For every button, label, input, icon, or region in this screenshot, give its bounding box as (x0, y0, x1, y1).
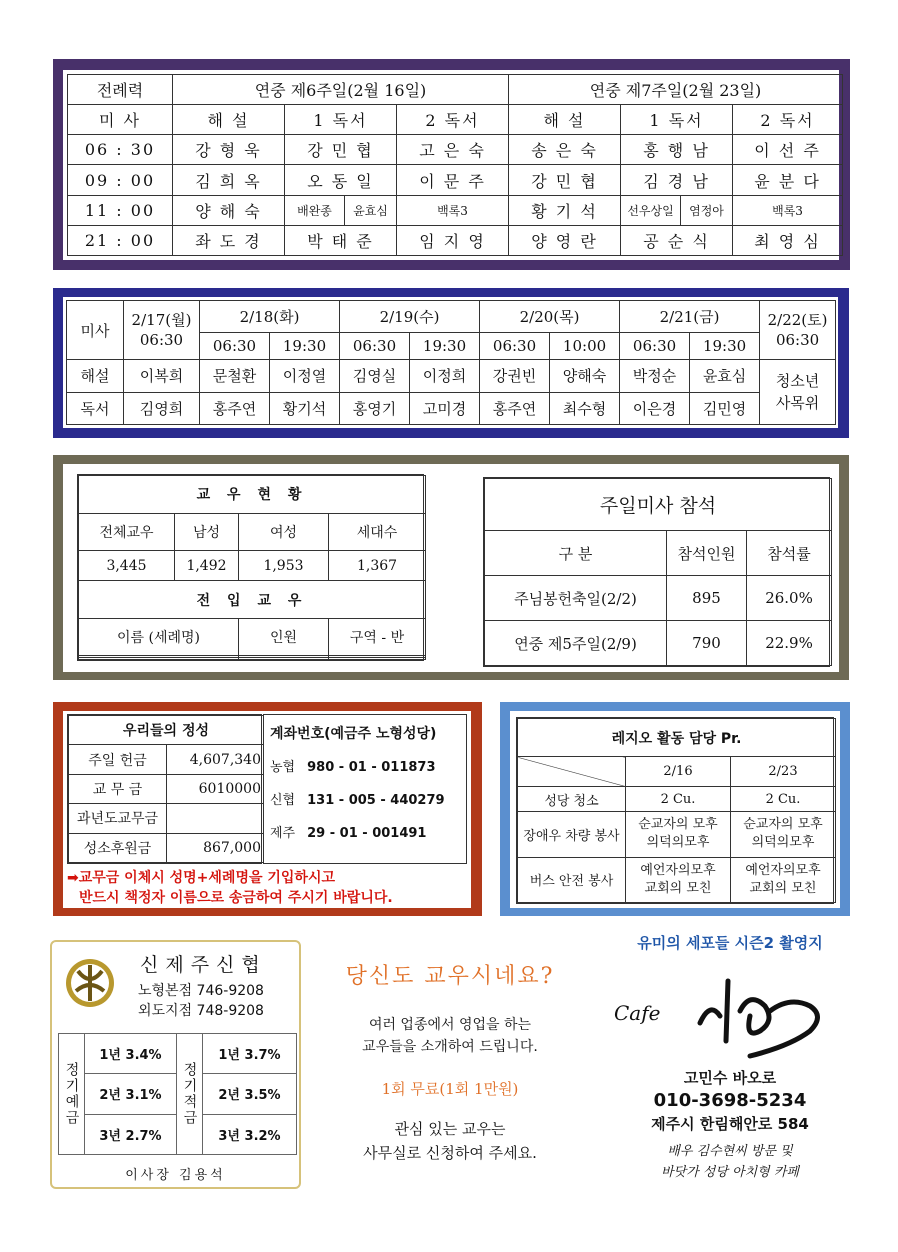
rates-table-box (58, 1033, 296, 1155)
time-label: 06:30 (775, 331, 820, 350)
rate: 3.5% (244, 1088, 281, 1104)
w2-reading1: 공 순 식 (621, 225, 733, 255)
day-tue: 2/18(화) (200, 301, 340, 333)
table-row (68, 165, 843, 195)
ad-body (315, 1014, 585, 1058)
reading-name: 김영희 (124, 392, 200, 424)
rate-cell (85, 1034, 177, 1074)
term: 3년 (99, 1128, 121, 1144)
commentary-name: 윤효심 (690, 360, 760, 392)
week1-title: 연중 제6주일(2월 16일) (173, 75, 509, 105)
reading-name: 고미경 (410, 392, 480, 424)
reading-name: 이은경 (620, 392, 690, 424)
attendance-name: 주님봉헌축일(2/2) (485, 576, 667, 621)
bank-name: 제주 (270, 826, 296, 841)
mass-label: 미사 (67, 301, 124, 360)
time-label: 19:30 (410, 332, 480, 359)
commentary-name: 문철환 (200, 360, 270, 392)
attendance-rate: 26.0% (747, 576, 832, 621)
cafe-note: 배우 김수현씨 방문 및 (667, 1144, 793, 1159)
notice-line: ➡교무금 이체시 성명+세례명을 기입하시고 (67, 870, 335, 886)
table-row (68, 225, 843, 255)
cafe-owner: 고민수 바오로 (683, 1069, 777, 1087)
rate: 3.7% (244, 1048, 281, 1064)
day-mon (124, 301, 200, 360)
deposit-label: 정기예금 (59, 1034, 85, 1155)
week2-title: 연중 제7주일(2월 23일) (509, 75, 843, 105)
table-row (485, 621, 832, 666)
reading-name: 최수형 (550, 392, 620, 424)
weekday-roles-table (66, 300, 836, 425)
stats-panel (53, 455, 849, 680)
attendance-title: 주일미사 참석 (485, 479, 832, 531)
male-header: 남성 (175, 513, 239, 551)
cafe-note: 바닷가 성당 아치형 카페 (661, 1165, 799, 1180)
offering-label: 교 무 금 (69, 774, 167, 803)
branch-main: 노형본점 746-9208 (138, 983, 264, 999)
offering-panel (53, 702, 482, 916)
legio-assignee: 예언자의모후 교회의 모친 (731, 857, 836, 903)
rate-cell (203, 1114, 297, 1154)
mass-label: 미 사 (68, 105, 173, 135)
account-number: 980 - 01 - 011873 (307, 760, 436, 775)
term: 2년 (99, 1088, 121, 1104)
reading-name: 홍주연 (480, 392, 550, 424)
attendance-table-box (483, 477, 830, 667)
cafe-ad (600, 932, 860, 1202)
time-label: 19:30 (690, 332, 760, 359)
sunday-roles-table (67, 74, 843, 256)
w1-reading2-header: 2 독서 (397, 105, 509, 135)
legio-task: 성당 청소 (518, 787, 626, 812)
legio-assignee: 예언자의모후 교회의 모친 (626, 857, 731, 903)
w2-commentary: 강 민 협 (509, 165, 621, 195)
legio-task: 장애우 차량 봉사 (518, 812, 626, 858)
w1-reading2: 임 지 영 (397, 225, 509, 255)
offering-value: 4,607,340 (167, 745, 264, 774)
ad-line: 관심 있는 교우는 (394, 1120, 506, 1138)
offering-label: 과년도교무금 (69, 804, 167, 833)
rate-cell (85, 1074, 177, 1114)
liturgy-label: 전례력 (68, 75, 173, 105)
table-row (518, 787, 836, 812)
commentary-name: 양해숙 (550, 360, 620, 392)
w1-commentary: 강 형 욱 (173, 135, 285, 165)
w2-reading2: 최 영 심 (733, 225, 843, 255)
members-table-box (77, 474, 424, 661)
attendance-table (484, 478, 832, 666)
parishioner-business-ad (315, 955, 585, 1185)
legio-assignee: 2 Cu. (626, 787, 731, 812)
term: 1년 (218, 1048, 240, 1064)
rate: 3.4% (125, 1048, 162, 1064)
day-fri: 2/21(금) (620, 301, 760, 333)
category-header: 구 분 (485, 531, 667, 576)
offering-value (167, 804, 264, 833)
table-row (79, 658, 426, 660)
attendance-count: 895 (667, 576, 747, 621)
ad-line: 교우들을 소개하여 드립니다. (362, 1039, 538, 1055)
w1-commentary: 김 희 옥 (173, 165, 285, 195)
new-count-header: 인원 (239, 618, 329, 656)
time-label: 06:30 (200, 332, 270, 359)
table-row (68, 195, 843, 225)
table-row (68, 135, 843, 165)
legio-title: 레지오 활동 담당 Pr. (518, 719, 836, 757)
legio-date: 2/16 (626, 757, 731, 787)
attendance-count: 790 (667, 621, 747, 666)
date-label: 2/22(토) (767, 311, 828, 330)
account-number: 29 - 01 - 001491 (307, 826, 427, 841)
attendance-name: 연중 제5주일(2/9) (485, 621, 667, 666)
commentary-name: 이정희 (410, 360, 480, 392)
cafe-address: 제주시 한림해안로 584 (651, 1115, 809, 1133)
table-row (67, 360, 836, 392)
legio-assignee: 순교자의 모후 의덕의모후 (626, 812, 731, 858)
term: 1년 (99, 1048, 121, 1064)
rate-cell (203, 1034, 297, 1074)
account-number: 131 - 005 - 440279 (307, 793, 445, 808)
sunday-roles-panel (53, 59, 850, 270)
members-table (78, 475, 426, 660)
offering-label: 성소후원금 (69, 833, 167, 862)
rate-header: 참석률 (747, 531, 832, 576)
w2-reading2-header: 2 독서 (733, 105, 843, 135)
w1-commentary: 좌 도 경 (173, 225, 285, 255)
w1-reading2: 이 문 주 (397, 165, 509, 195)
reading-name: 홍영기 (340, 392, 410, 424)
w1-reading2: 백록3 (397, 195, 509, 225)
time-label: 06:30 (340, 332, 410, 359)
w1-reading1: 오 동 일 (285, 165, 397, 195)
commentary-name: 박정순 (620, 360, 690, 392)
w2-reading1: 홍 행 남 (621, 135, 733, 165)
day-thu: 2/20(목) (480, 301, 620, 333)
account-row (270, 789, 460, 808)
rate-cell (85, 1114, 177, 1154)
ad-body (315, 1117, 585, 1165)
new-members-title: 전 입 교 우 (79, 581, 426, 619)
w2-commentary: 황 기 석 (509, 195, 621, 225)
time-label: 19:30 (270, 332, 340, 359)
total-header: 전체교우 (79, 513, 175, 551)
time-label: 06:30 (480, 332, 550, 359)
commentary-name: 김영실 (340, 360, 410, 392)
legio-date: 2/23 (731, 757, 836, 787)
ad-line: 여러 업종에서 영업을 하는 (368, 1017, 532, 1033)
table-row (69, 804, 264, 833)
w1-reading2: 고 은 숙 (397, 135, 509, 165)
w1-reading1a: 배완종 (285, 195, 345, 225)
reading-name: 김민영 (690, 392, 760, 424)
table-row (69, 745, 264, 774)
branch-oedo: 외도지점 748-9208 (138, 1003, 264, 1019)
w2-reading1-header: 1 독서 (621, 105, 733, 135)
cafe-logo-icon (690, 961, 840, 1061)
commentary-name: 강권빈 (480, 360, 550, 392)
offering-table (68, 715, 264, 863)
table-row (67, 392, 836, 424)
day-wed: 2/19(수) (340, 301, 480, 333)
date-label: 2/17(월) (131, 311, 192, 330)
table-row (485, 576, 832, 621)
ad-line: 사무실로 신청하여 주세요. (363, 1144, 537, 1162)
table-row (69, 774, 264, 803)
mass-time: 11 : 00 (68, 195, 173, 225)
day-sat (760, 301, 836, 360)
offering-value: 867,000 (167, 833, 264, 862)
legio-assignee: 2 Cu. (731, 787, 836, 812)
w2-reading2: 윤 분 다 (733, 165, 843, 195)
diagonal-cell (518, 757, 626, 787)
households-value: 1,367 (329, 551, 426, 581)
rate: 2.7% (125, 1128, 162, 1144)
table-row (518, 812, 836, 858)
empty-cell (79, 658, 239, 660)
legio-assignee: 순교자의 모후 의덕의모후 (731, 812, 836, 858)
time-label: 06:30 (139, 331, 184, 350)
female-value: 1,953 (239, 551, 329, 581)
households-header: 세대수 (329, 513, 426, 551)
rate: 3.1% (125, 1088, 162, 1104)
credit-union-ad (50, 940, 301, 1189)
bank-accounts (263, 714, 467, 864)
w1-reading1: 박 태 준 (285, 225, 397, 255)
w2-commentary-header: 해 설 (509, 105, 621, 135)
cafe-phone: 010-3698-5234 (653, 1090, 807, 1111)
offering-table-box (67, 714, 262, 864)
cafe-logo-text: Cafe (614, 1001, 661, 1025)
youth-ministry: 청소년 사목위 (760, 360, 836, 425)
female-header: 여성 (239, 513, 329, 551)
weekday-roles-panel (53, 288, 849, 438)
legio-table (517, 718, 836, 903)
account-row (270, 822, 460, 841)
table-row (518, 857, 836, 903)
w1-commentary-header: 해 설 (173, 105, 285, 135)
time-label: 10:00 (550, 332, 620, 359)
rate-cell (203, 1074, 297, 1114)
account-row (270, 756, 460, 775)
empty-cell (239, 658, 329, 660)
mass-time: 21 : 00 (68, 225, 173, 255)
ad-title: 당신도 교우시네요? (345, 964, 555, 989)
bank-name: 농협 (270, 760, 296, 775)
male-value: 1,492 (175, 551, 239, 581)
mass-time: 06 : 30 (68, 135, 173, 165)
commentary-label: 해설 (67, 360, 124, 392)
reading-name: 황기석 (270, 392, 340, 424)
w1-reading1b: 윤효심 (345, 195, 397, 225)
savings-label: 정기적금 (177, 1034, 203, 1155)
reading-name: 홍주연 (200, 392, 270, 424)
transfer-notice (67, 868, 471, 908)
w2-reading1a: 선우상일 (621, 195, 681, 225)
rate: 3.2% (244, 1128, 281, 1144)
term: 3년 (218, 1128, 240, 1144)
credit-union-ceo: 이사장 김용석 (125, 1168, 226, 1183)
total-value: 3,445 (79, 551, 175, 581)
commentary-name: 이정열 (270, 360, 340, 392)
mass-time: 09 : 00 (68, 165, 173, 195)
w1-commentary: 양 해 숙 (173, 195, 285, 225)
w2-reading2: 백록3 (733, 195, 843, 225)
table-row (59, 1034, 297, 1074)
members-title: 교 우 현 황 (79, 476, 426, 514)
notice-line: 반드시 책정자 이름으로 송금하여 주시기 바랍니다. (79, 890, 393, 906)
bank-title: 계좌번호(예금주 노형성당) (270, 726, 437, 742)
ad-price: 1회 무료(1회 1만원) (381, 1080, 519, 1098)
offering-title: 우리들의 정성 (69, 716, 264, 745)
term: 2년 (218, 1088, 240, 1104)
table-row (69, 833, 264, 862)
attendance-rate: 22.9% (747, 621, 832, 666)
reading-label: 독서 (67, 392, 124, 424)
bank-name: 신협 (270, 793, 296, 808)
count-header: 참석인원 (667, 531, 747, 576)
w2-reading1: 김 경 남 (621, 165, 733, 195)
time-label: 06:30 (620, 332, 690, 359)
empty-cell (329, 658, 426, 660)
legio-panel (500, 702, 850, 916)
legio-task: 버스 안전 봉사 (518, 857, 626, 903)
credit-union-logo-icon (64, 957, 116, 1009)
offering-value: 6010000 (167, 774, 264, 803)
commentary-name: 이복희 (124, 360, 200, 392)
w2-reading2: 이 선 주 (733, 135, 843, 165)
credit-union-name: 신제주신협 (140, 954, 267, 976)
w1-reading1-header: 1 독서 (285, 105, 397, 135)
w2-commentary: 양 영 란 (509, 225, 621, 255)
new-name-header: 이름 (세례명) (79, 618, 239, 656)
legio-table-box (516, 717, 834, 904)
cafe-headline: 유미의 세포들 시즌2 촬영지 (637, 934, 823, 952)
w2-commentary: 송 은 숙 (509, 135, 621, 165)
w1-reading1: 강 민 협 (285, 135, 397, 165)
offering-label: 주일 헌금 (69, 745, 167, 774)
rates-table (58, 1033, 297, 1155)
new-district-header: 구역 - 반 (329, 618, 426, 656)
w2-reading1b: 염정아 (681, 195, 733, 225)
cafe-logo (600, 953, 860, 1063)
